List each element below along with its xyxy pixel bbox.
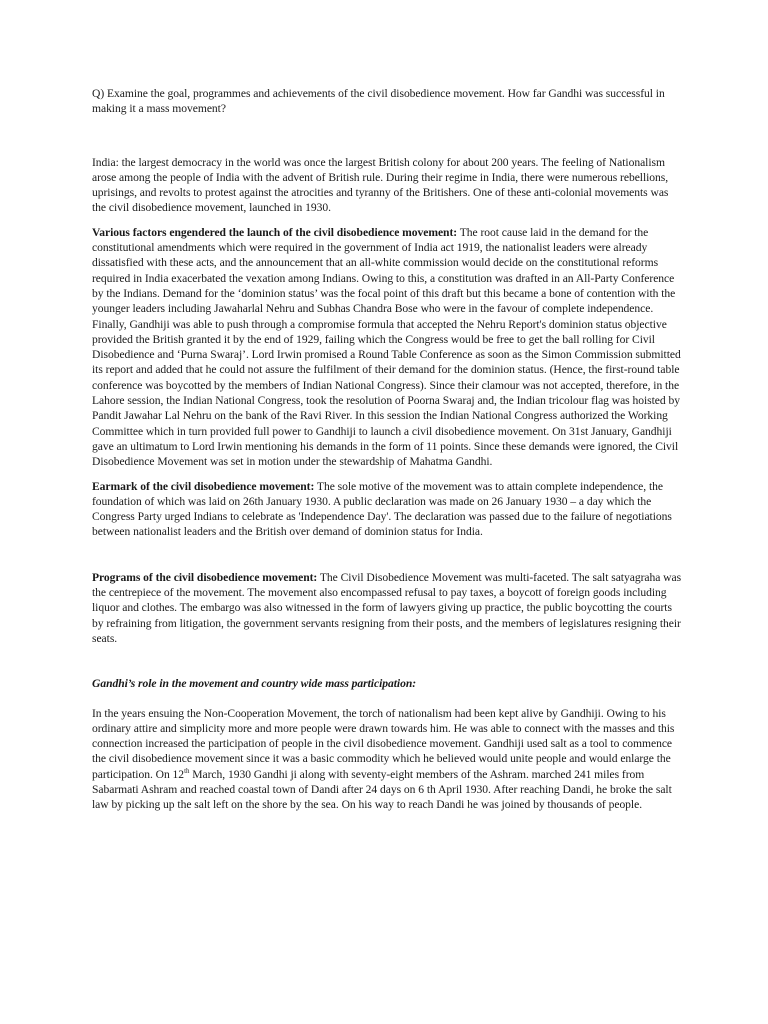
programs-paragraph <box>92 570 682 646</box>
gandhi-paragraph <box>92 706 682 813</box>
gandhi-text-start: In the years ensuing the Non-Cooperation Movement, the torch of nationalism had been kept alive by Gandhiji. Owing to his ordinary attire and simplicity more and more people were drawn towards him. He was able to connect with the masses and this connection increased the participation of people in the civil disobedience movement. Gandhiji used salt as a tool to commence the civil disobedience movement since it was a basic commodity which he believed would unite people and would enlarge the participation. On 12 <box>92 706 675 781</box>
programs-text: The Civil Disobedience Movement was multi-faceted. The salt satyagraha was the centrepiece of the movement. The movement also encompassed refusal to pay taxes, a boycott of foreign goods including liquor and clothes. The embargo was also witnessed in the form of lawyers giving up practice, the public boycotting the courts by refraining from litigation, the government servants resigning from their posts, and the members of legislatures resigning their seats. <box>92 570 682 645</box>
earmark-heading: Earmark of the civil disobedience movement: <box>92 479 315 493</box>
ordinal-suffix: th <box>184 766 190 775</box>
question-text: Q) Examine the goal, programmes and achievements of the civil disobedience movement. How far Gandhi was successful in making it a mass movement? <box>92 87 665 116</box>
factors-text: The root cause laid in the demand for the constitutional amendments which were required in the government of India act 1919, the nationalist leaders were already dissatisfied with these acts, and the announcement that an all-white commission would decide on the constitutional reforms required in India exacerbated the vexation among Indians. Owing to this, a constitution was drafted in an All-Party Conference by the Indians. Demand for the ‘dominion status’ was the focal point of this draft but this became a bone of contention with the younger leaders including Jawaharlal Nehru and Subhas Chandra Bose who were in the favour of complete independence. Finally, Gandhiji was able to push through a compromise formula that accepted the Nehru Report's dominion status objective provided the British granted it by the end of 1929, failing which the Congress would be free to get the ball rolling for Civil Disobedience and ‘Purna Swaraj’. Lord Irwin promised a Round Table Conference as soon as the Simon Commission submitted its report and added that he could not assure the fulfilment of their demand for the dominion status. (Hence, the first-round table conference was boycotted by the members of Indian National Congress). Since their clamour was not accepted, therefore, in the Lahore session, the Indian National Congress, took the resolution of Poorna Swaraj and, the Indian tricolour flag was hoisted by Pandit Jawahar Lal Nehru on the bank of the Ravi River. In this session the Indian National Congress authorized the Working Committee which in turn provided full power to Gandhiji to launch a civil disobedience movement. On 31st January, Gandhiji gave an ultimatum to Lord Irwin mentioning his demands in the form of 11 points. Since these demands were ignored, the Civil Disobedience Movement was set in motion under the stewardship of Mahatma Gandhi. <box>92 225 681 469</box>
earmark-paragraph <box>92 479 682 540</box>
factors-heading: Various factors engendered the launch of the civil disobedience movement: <box>92 225 458 239</box>
intro-paragraph: India: the largest democracy in the world was once the largest British colony for about 200 years. The feeling of Nationalism arose among the people of India with the advent of British rule. During their regime in India, there were numerous rebellions, uprisings, and revolts to protest against the atrocities and tyranny of the Britishers. One of these anti-colonial movements was the civil disobedience movement, launched in 1930. <box>92 155 669 215</box>
earmark-text: The sole motive of the movement was to attain complete independence, the foundation of which was laid on 26th January 1930. A public declaration was made on 26 January 1930 – a day which the Congress Party urged Indians to celebrate as 'Independence Day'. The declaration was passed due to the failure of negotiations between nationalist leaders and the British over demand of dominion status for India. <box>92 479 672 539</box>
programs-heading: Programs of the civil disobedience movement: <box>92 570 318 584</box>
gandhi-heading: Gandhi’s role in the movement and country wide mass participation: <box>92 677 417 691</box>
document-page <box>92 86 682 822</box>
factors-paragraph <box>92 225 682 470</box>
gandhi-text-end: March, 1930 Gandhi ji along with seventy-eight members of the Ashram. marched 241 miles from Sabarmati Ashram and reached coastal town of Dandi after 24 days on 6 th April 1930. After reaching Dandi, he broke the salt law by picking up the salt left on the shore by the sea. On his way to reach Dandi he was joined by thousands of people. <box>92 767 672 812</box>
